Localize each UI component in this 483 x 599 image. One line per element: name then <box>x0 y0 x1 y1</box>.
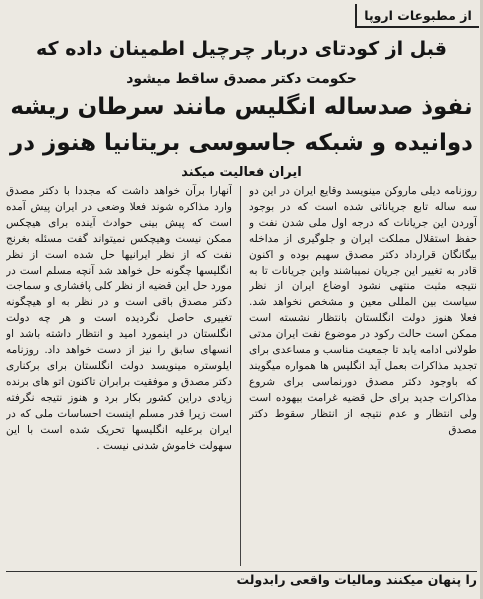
article-text-left: آنهارا برآن خواهد داشت که مجددا با دکتر مصدق وارد مذاکره شوند فعلا وضعی در ایران پیش آمده است که پیش بینی حوادث آینده برای هیچکس ممکن نیست وهیچکس نمیتواند گفت مسئله بغرنج نفت که از نظر ایرانیها حل شده است از نظر انگلیسها چگونه حل خواهد شد آنچه مسلم است در مورد حل این قضیه از نظر کلی پافشاری و سماجت دکتر مصدق باقی است و در نظر به او هیچگونه تغییری حاصل نگردیده است و هر چه دولت انگلستان در اینمورد امید و انتظار داشته باشد او انسهای سابق را نیز از دست خواهد داد. روزنامه ایلوستره مینویسد دولت انگلستان برای برکناری دکتر مصدق و موفقیت برابران تاکنون اتو های برنده زیادی دراین کشور بکار برد و هنوز نتیجه نگرفته است زیرا قدر مسلم اینست احساسات ملی که در ایران برعلیه انگلیسها تحریک شده است با این سهولت خاموش شدنی نیست . <box>6 185 232 452</box>
article-text-right: روزنامه دیلی ماروکن مینویسد وقایع ایران در این دو سه ساله تابع جریاناتی شده است که در بوجود آوردن این جریانات که درجه اول ملی شدن نفت و حفظ استقلال مملکت ایران و جلوگیری از مداخله بیگانگان قرارداد دکتر مصدق سهیم بوده و اکنون قادر به تغییر این جریان نمیباشند واین جریانات تا به نتیجه مثبت منتهی نشود اوضاع ایران از نظر سیاست بین المللی معین و مشخص نخواهد شد. فعلا هنوز دولت انگلستان بانتظار نشسته است ممکن است حالت رکود در موضوع نفت ایران مدتی طولانی ادامه یابد تا جمعیت مناسب و مساعدی برای تجدید مذاکرات بعمل آید انگلیس ها همواره میگویند که باوجود دکتر مصدق دورنماسی برای شروع مذاکرات جدید برای حل قضیه غرامت بیهوده است ولی انتظار و عدم نتیجه از انتظار سقوط دکتر مصدق <box>249 185 477 436</box>
column-divider <box>240 186 241 566</box>
headline-main-line-2: دوانیده و شبکه جاسوسی بریتانیا هنوز در <box>10 130 473 156</box>
headline-top: قبل از کودتای دربار چرچیل اطمینان داده که <box>36 38 447 60</box>
source-label: از مطبوعات اروپا <box>355 4 479 28</box>
headline-main-line-1: نفوذ صدساله انگلیس مانند سرطان ریشه <box>10 94 473 120</box>
headline-sub: حکومت دکتر مصدق ساقط میشود <box>126 71 357 87</box>
headline-main-line-3: ایران فعالیت میکند <box>181 165 302 180</box>
article-column-right <box>249 184 477 569</box>
footer-text: را پنهان میکنند ومالیات واقعی رابدولت <box>236 572 477 587</box>
article-column-left <box>6 184 232 569</box>
